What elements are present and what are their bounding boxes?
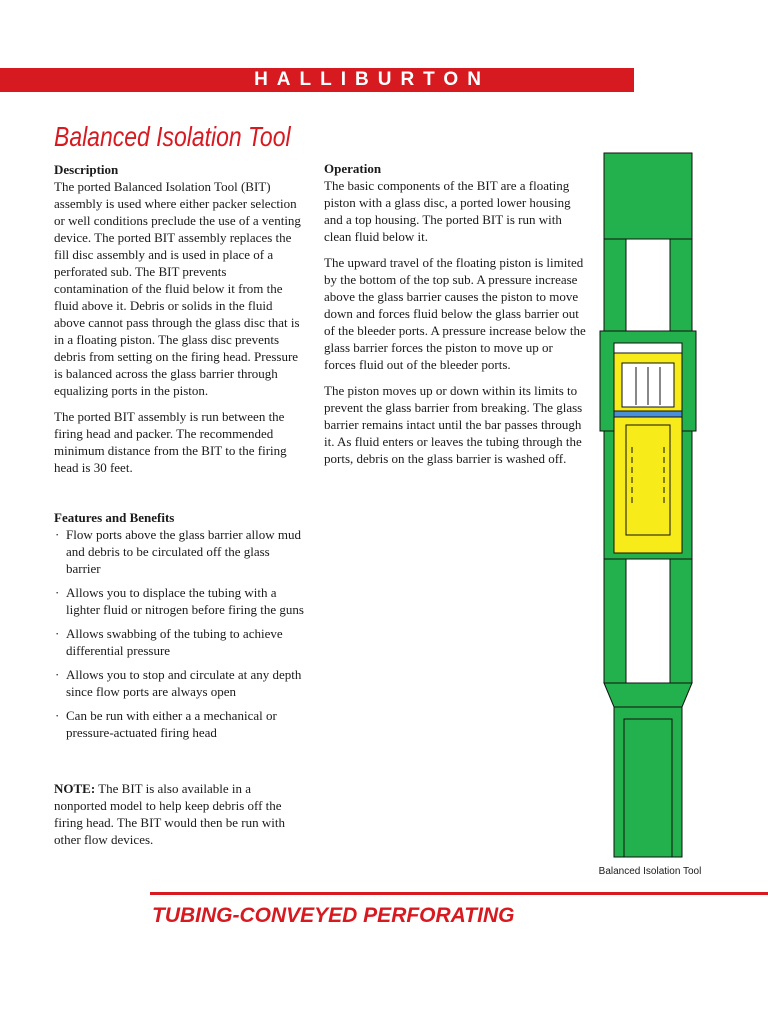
brand-name: HALLIBURTON: [254, 69, 490, 90]
upper-housing-left-wall: [604, 239, 626, 331]
footer-title: TUBING-CONVEYED PERFORATING: [152, 904, 515, 927]
feature-item: [54, 625, 304, 659]
feature-item: [54, 526, 304, 577]
upper-bore: [626, 239, 670, 331]
top-sub: [604, 153, 692, 239]
feature-item: [54, 707, 304, 741]
page-title: Balanced Isolation Tool: [54, 121, 291, 152]
feature-text: Flow ports above the glass barrier allow mud and debris to be circulated off the glass barrier: [66, 527, 302, 576]
bullet-icon: ·: [55, 527, 60, 542]
glass-disc: [614, 411, 682, 417]
feature-text: Allows swabbing of the tubing to achieve differential pressure: [66, 626, 283, 658]
bullet-icon: ·: [55, 667, 60, 682]
operation-heading: Operation: [324, 161, 382, 176]
piston-lower-chamber: [626, 425, 670, 535]
features-heading: Features and Benefits: [54, 510, 175, 525]
note-paragraph: [54, 780, 306, 848]
top-sub-bore: [626, 235, 670, 237]
operation-paragraph: The upward travel of the floating piston is limited by the bottom of the top sub. A pressure increase above the glass barrier causes the piston to move down and forces fluid below the glass barrier out of the bleeder ports. A pressure increase below the glass barrier forces the piston to move up or forces fluid out of the bleeder ports.: [324, 255, 586, 372]
description-heading: Description: [54, 162, 119, 177]
feature-item: [54, 666, 304, 700]
balanced-isolation-tool-diagram: [596, 147, 700, 863]
features-list: [54, 526, 304, 741]
feature-text: Allows you to stop and circulate at any depth since flow ports are always open: [66, 667, 302, 699]
feature-text: Can be run with either a a mechanical or pressure-actuated firing head: [66, 708, 277, 740]
lower-housing-right-wall: [670, 559, 692, 683]
bullet-icon: ·: [55, 626, 60, 641]
footer-divider: [150, 892, 768, 895]
operation-paragraph: The basic components of the BIT are a floating piston with a glass disc, a ported lower housing and a top housing. The ported BIT is run with clean fluid below it.: [324, 178, 571, 244]
description-paragraph: The ported Balanced Isolation Tool (BIT) assembly is used where either packer selection or well conditions preclude the use of a venting device. The ported BIT assembly replaces the fill disc assembly and is used in place of a perforated sub. The BIT prevents contamination of the fluid below it from the fluid above it. Debris or solids in the fluid above cannot pass through the glass disc that is in a floating piston. The glass disc prevents debris from setting on the firing head. Pressure is balanced across the glass barrier through equalizing ports in the piston.: [54, 179, 301, 398]
features-section: [54, 509, 304, 748]
operation-section: [324, 160, 586, 476]
upper-housing-right-wall: [670, 239, 692, 331]
feature-item: [54, 584, 304, 618]
figure-caption: Balanced Isolation Tool: [598, 866, 702, 877]
bullet-icon: ·: [55, 708, 60, 723]
note-text: The BIT is also available in a nonported model to help keep debris off the firing head. The BIT would then be run with other flow devices.: [54, 781, 285, 847]
description-paragraph: The ported BIT assembly is run between the firing head and packer. The recommended minimum distance from the BIT to the firing head is 30 feet.: [54, 409, 287, 475]
bullet-icon: ·: [55, 585, 60, 600]
taper: [604, 683, 692, 707]
description-section: [54, 161, 304, 485]
bottom-bore: [624, 719, 672, 857]
brand-banner: [0, 68, 634, 92]
lower-bore: [626, 559, 670, 683]
lower-housing-left-wall: [604, 559, 626, 683]
feature-text: Allows you to displace the tubing with a lighter fluid or nitrogen before firing the guns: [66, 585, 304, 617]
note-label: NOTE:: [54, 781, 96, 796]
operation-paragraph: The piston moves up or down within its limits to prevent the glass barrier from breaking. The glass barrier remains intact until the bar passes through it. As fluid enters or leaves the tubing through the ports, debris on the glass barrier is washed off.: [324, 383, 583, 466]
